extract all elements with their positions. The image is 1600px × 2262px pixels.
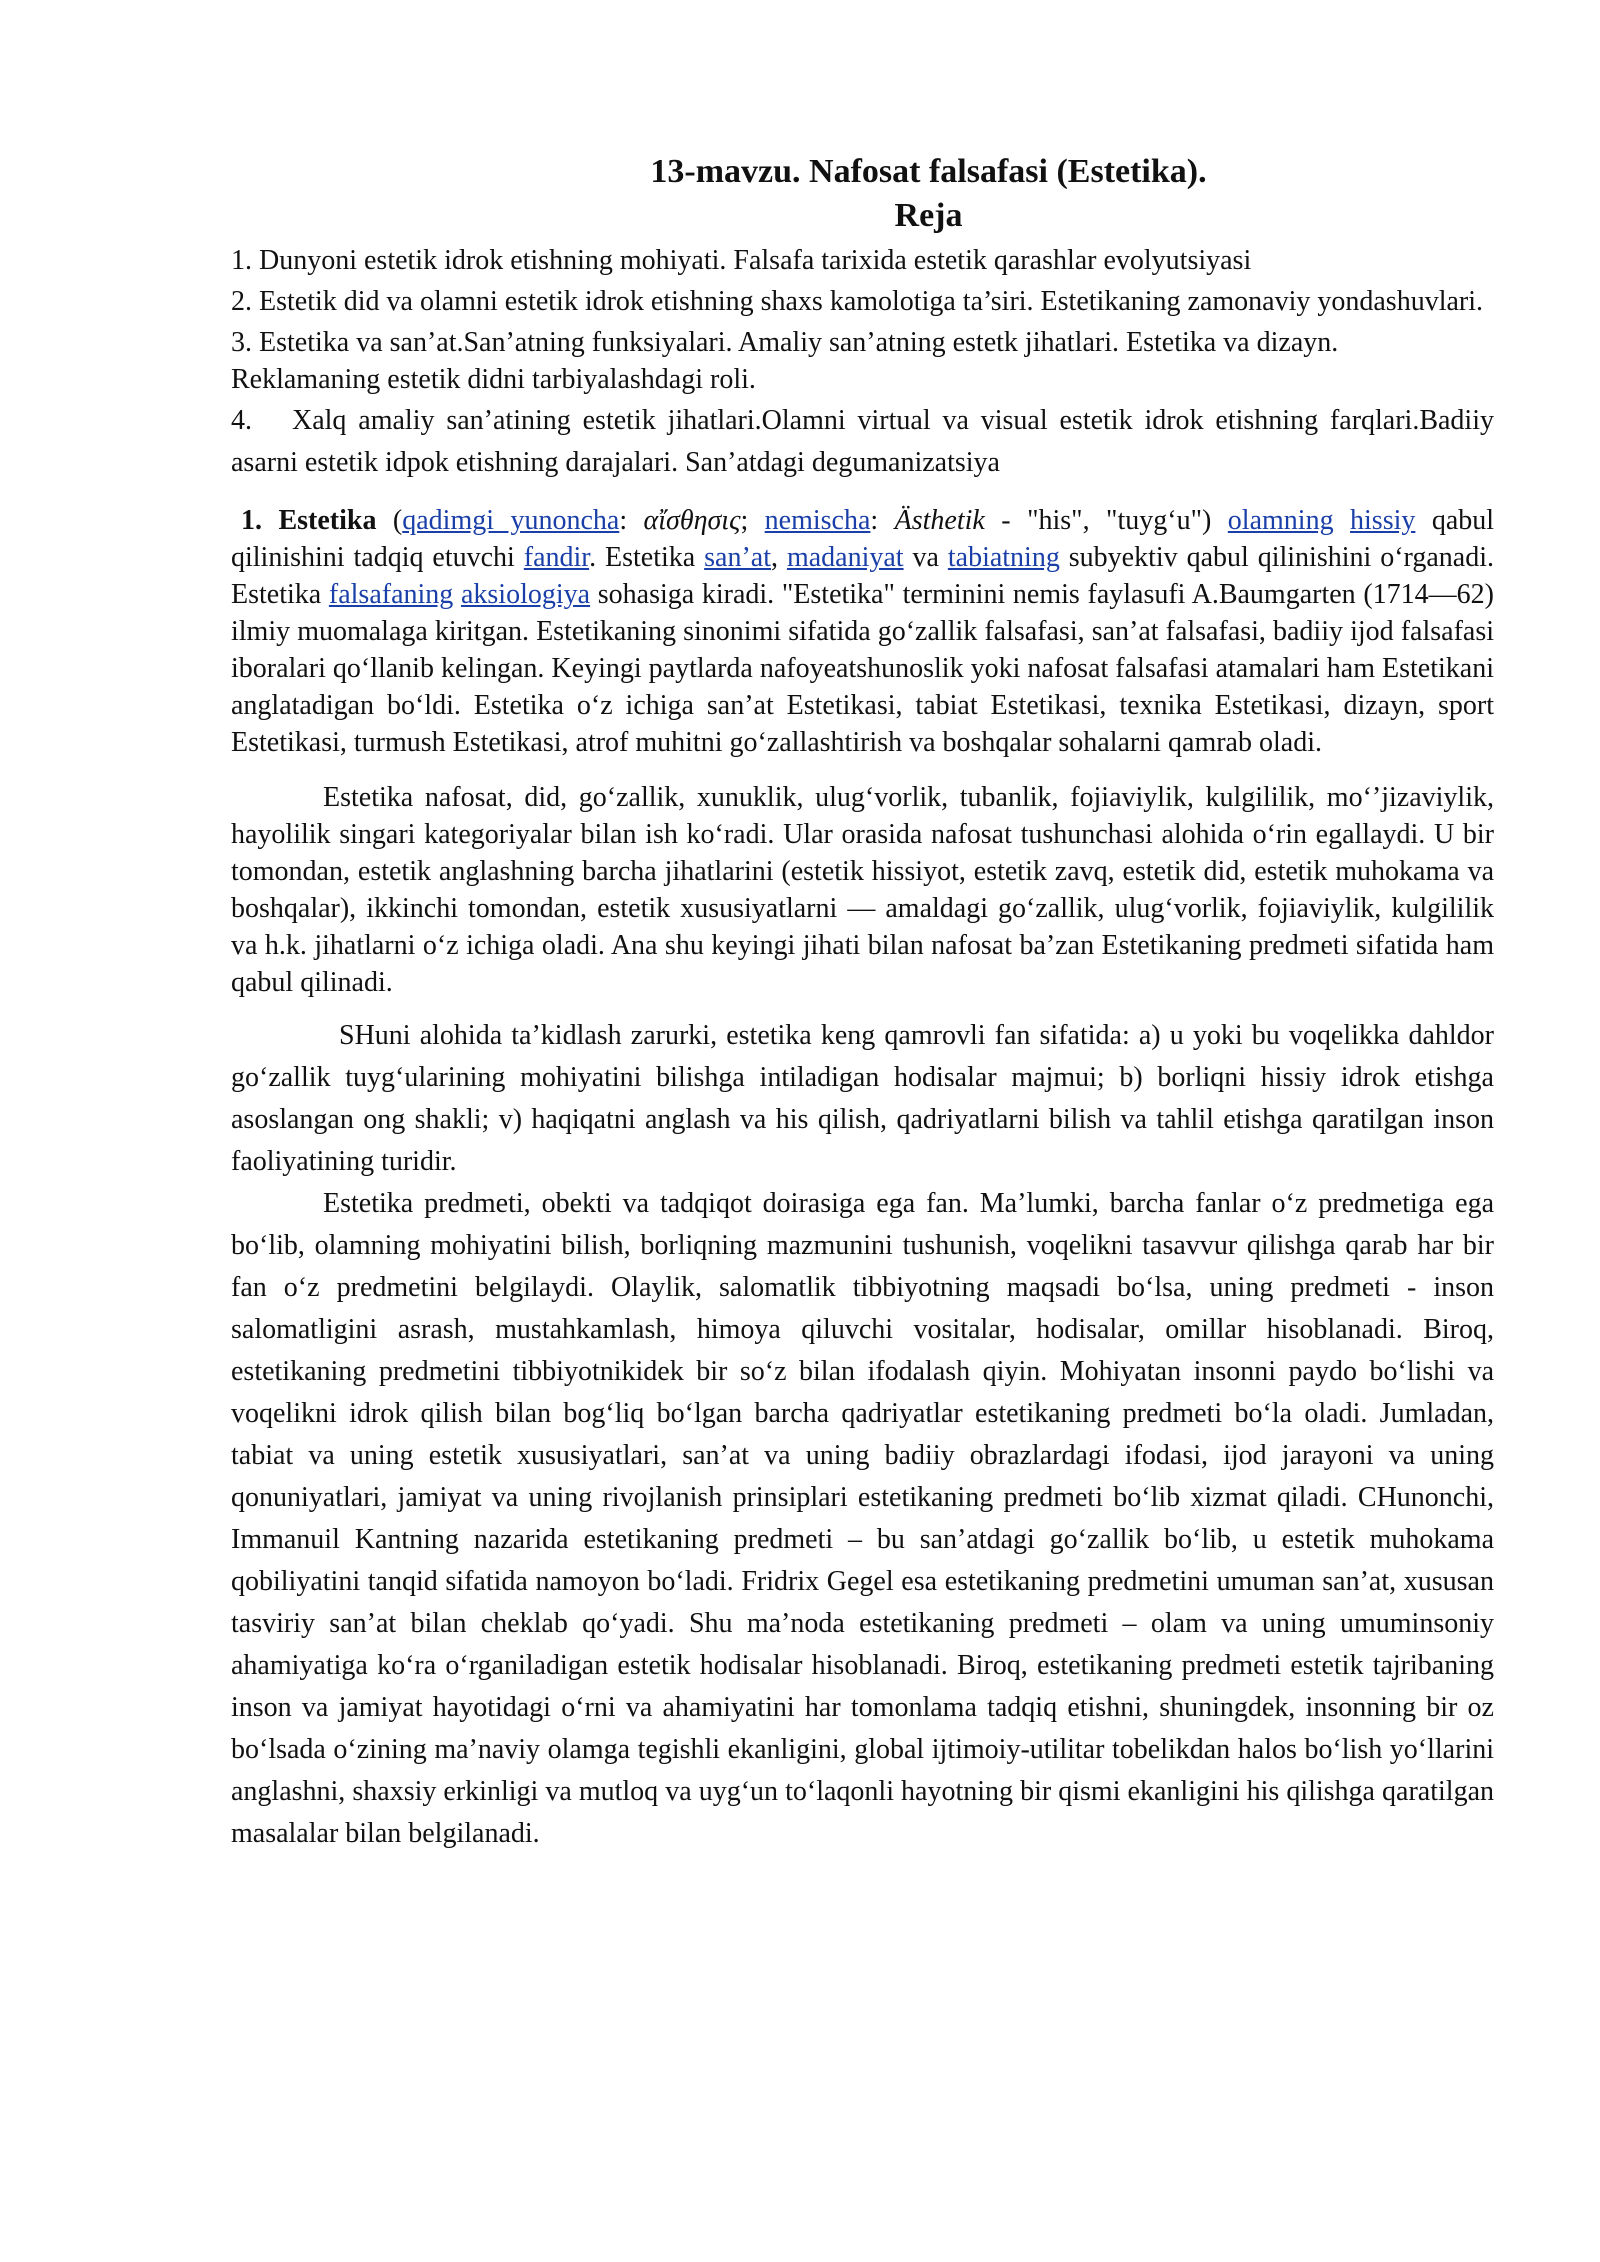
paragraph-scope: SHuni alohida ta’kidlash zarurki, estetika keng qamrovli fan sifatida: a) u yoki bu voqelikka dahldor go‘zallik tuyg‘ularining mohiyatini bilishga intiladigan hodisalar majmui; b) borliqni hissiy idrok etishga asoslangan ong shakli; v) haqiqatni anglash va his qilish, qadriyatlarni bilish va tahlil etishga qaratilgan inson faoliyatining turidir.: [231, 1020, 1494, 1177]
text-segment: qabul qilinishini tadqiq etuvchi: [231, 505, 1495, 573]
link-qadimgi-yunoncha[interactable]: qadimgi yunoncha: [402, 505, 620, 536]
link-hissiy[interactable]: hissiy: [1350, 505, 1416, 536]
plan-item-4-text: Xalq amaliy san’atining estetik jihatlari.Olamni virtual va visual estetik idrok etishning farqlari.Badiiy asarni estetik idpok etishning darajalari. San’atdagi degumanizatsiya: [231, 405, 1494, 478]
text-segment: (: [376, 505, 403, 536]
plan-item-4: [231, 400, 1494, 484]
section-number: 1.: [241, 505, 262, 536]
link-sanat[interactable]: san’at: [704, 542, 771, 573]
link-fandir[interactable]: fandir: [523, 542, 590, 573]
plan-list: [231, 242, 1494, 484]
text-segment: subyektiv qabul qilinishini o‘rganadi. Estetika: [231, 542, 1494, 610]
paragraph-definition: [231, 502, 1494, 761]
text-segment: ;: [740, 505, 765, 536]
link-aksiologiya[interactable]: aksiologiya: [460, 579, 591, 610]
text-segment: :: [870, 505, 895, 536]
text-segment: va: [903, 542, 948, 573]
text-segment: ,: [771, 542, 787, 573]
text-segment: [453, 579, 461, 610]
text-segment: . Estetika: [589, 542, 705, 573]
link-tabiatning[interactable]: tabiatning: [947, 542, 1060, 573]
plan-item-3: 3. Estetika va san’at.San’atning funksiyalari. Amaliy san’atning estetk jihatlari. Estetika va dizayn. Reklamaning estetik didni tarbiyalashdagi roli.: [231, 327, 1339, 395]
greek-term: αἴσθησις: [643, 505, 741, 536]
text-segment: :: [619, 505, 644, 536]
link-nemischa[interactable]: nemischa: [764, 505, 871, 536]
link-falsafaning[interactable]: falsafaning: [328, 579, 454, 610]
paragraph-subject: Estetika predmeti, obekti va tadqiqot doirasiga ega fan. Ma’lumki, barcha fanlar o‘z predmetiga ega bo‘lib, olamning mohiyatini bilish, borliqning mazmunini tushunish, voqelikni tasavvur qilishga qarab har bir fan o‘z predmetini belgilaydi. Olaylik, salomatlik tibbiyotning maqsadi bo‘lsa, uning predmeti - inson salomatligini asrash, mustahkamlash, himoya qiluvchi vositalar, hodisalar, omillar hisoblanadi. Biroq, estetikaning predmetini tibbiyotnikidek bir so‘z bilan ifodalash qiyin. Mohiyatan insonni paydo bo‘lishi va voqelikni idrok qilish bilan bog‘liq bo‘lgan barcha qadriyatlar estetikaning predmeti bo‘la oladi. Jumladan, tabiat va uning estetik xususiyatlari, san’at va uning badiiy obrazlardagi ifodasi, ijod jarayoni va uning qonuniyatlari, jamiyat va uning rivojlanish prinsiplari estetikaning predmeti bo‘lib xizmat qiladi. CHunonchi, Immanuil Kantning nazarida estetikaning predmeti – bu san’atdagi go‘zallik bo‘lib, u estetik muhokama qobiliyatini tanqid sifatida namoyon bo‘ladi. Fridrix Gegel esa estetikaning predmetini umuman san’at, xususan tasviriy san’at bilan cheklab qo‘yadi. Shu ma’noda estetikaning predmeti – olam va uning umuminsoniy ahamiyatiga ko‘ra o‘rganiladigan estetik hodisalar hisoblanadi. Biroq, estetikaning predmeti estetik tajribaning inson va jamiyat hayotidagi o‘rni va ahamiyatini har tomonlama tadqiq etishni, shuningdek, insonning bir oz bo‘lsada o‘zining ma’naviy olamga tegishli ekanligini, global ijtimoiy-utilitar tobelikdan halos bo‘lish yo‘llarini anglashni, shaxsiy erkinligi va mutloq va uyg‘un to‘laqonli hayotning bir qismi ekanligini his qilishga qaratilgan masalalar bilan belgilanadi.: [231, 1188, 1494, 1849]
plan-heading: Reja: [894, 197, 963, 234]
link-madaniyat[interactable]: madaniyat: [786, 542, 904, 573]
text-segment: sohasiga kiradi. "Estetika" terminini nemis faylasufi A.Baumgarten (1714—62) ilmiy muomalaga kiritgan. Estetikaning sinonimi sifatida go‘zallik falsafasi, san’at falsafasi, badiiy ijod falsafasi iboralari qo‘llanib kelingan. Keyingi paytlarda nafoyeatshunoslik yoki nafosat falsafasi atamalari ham Estetikani anglatadigan bo‘ldi. Estetika o‘z ichiga san’at Estetikasi, tabiat Estetikasi, texnika Estetikasi, dizayn, sport Estetikasi, turmush Estetikasi, atrof muhitni go‘zallashtirish va boshqalar sohalarni qamrab oladi.: [231, 579, 1494, 758]
paragraph-categories: Estetika nafosat, did, go‘zallik, xunuklik, ulug‘vorlik, tubanlik, fojiaviylik, kulgililik, mo‘’jizaviylik, hayolilik singari kategoriyalar bilan ish ko‘radi. Ular orasida nafosat tushunchasi alohida o‘rin egallaydi. U bir tomondan, estetik anglashning barcha jihatlarini (estetik hissiyot, estetik zavq, estetik did, estetik muhokama va boshqalar), ikkinchi tomondan, estetik xususiyatlarni — amaldagi go‘zallik, ulug‘vorlik, fojiaviylik, kulgililik va h.k. jihatlarni o‘z ichiga oladi. Ana shu keyingi jihati bilan nafosat ba’zan Estetikaning predmeti sifatida ham qabul qilinadi.: [231, 782, 1494, 998]
text-segment: - "his", "tuyg‘u"): [984, 505, 1228, 536]
document-title: 13-mavzu. Nafosat falsafasi (Estetika).: [650, 153, 1207, 190]
plan-item-2: 2. Estetik did va olamni estetik idrok etishning shaxs kamolotiga ta’siri. Estetikaning zamonaviy yondashuvlari.: [231, 286, 1484, 317]
german-term: Ästhetik: [894, 505, 985, 536]
link-olamning[interactable]: olamning: [1227, 505, 1334, 536]
plan-item-1: 1. Dunyoni estetik idrok etishning mohiyati. Falsafa tarixida estetik qarashlar evolyutsiyasi: [231, 245, 1252, 276]
document-page: [231, 150, 1494, 1855]
plan-item-4-number: 4.: [231, 405, 252, 436]
term-estetika: Estetika: [278, 505, 377, 536]
text-segment: [1334, 505, 1350, 536]
